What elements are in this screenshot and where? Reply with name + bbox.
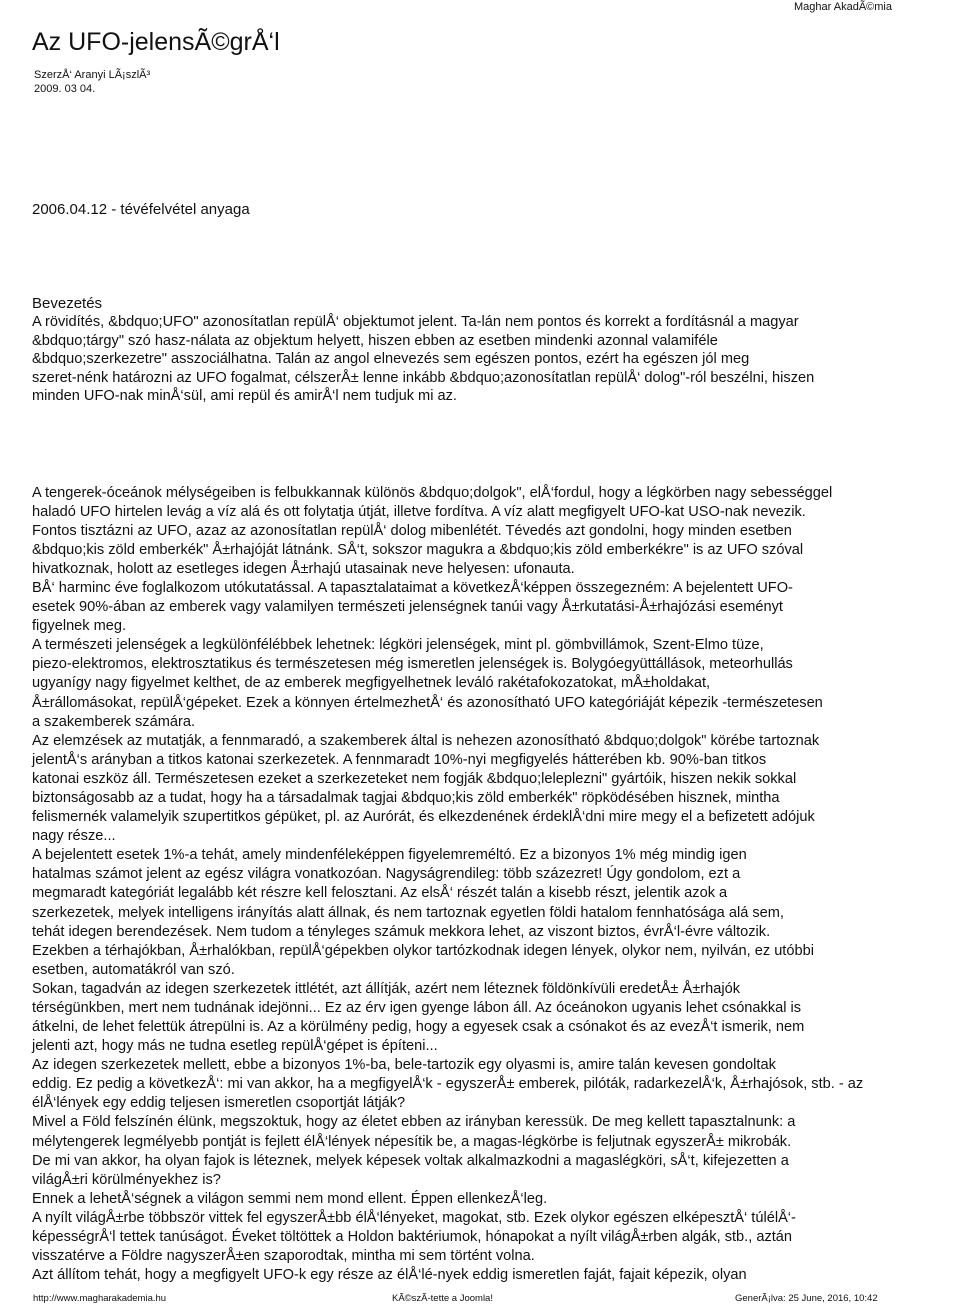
site-name: Maghar AkadÃ©mia bbox=[794, 1, 892, 13]
text-line: mélytengerek legmélyebb pontját is fejlett élÅ‘lények népesítik be, a magas-légkörbe is feljutnak egyszerÅ± mikrobák. bbox=[32, 1134, 792, 1150]
text-line: Mivel a Föld felszínén élünk, megszoktuk, hogy az életet ebben az irányban keressük. De meg kellett tapasztalnunk: a bbox=[32, 1114, 796, 1130]
text-line: A nyílt világÅ±rbe többször vittek fel egyszerÅ±bb élÅ‘lényeket, magokat, stb. Ezek olykor egészen elképesztÅ‘ túlélÅ‘- bbox=[32, 1210, 796, 1226]
text-line: tehát idegen berendezések. Nem tudom a tényleges számuk mekkora lehet, az viszont biztos, évrÅ‘l-évre változik. bbox=[32, 924, 771, 940]
publish-date: 2009. 03 04. bbox=[34, 83, 96, 95]
text-line: biztonságosabb az a tudat, hogy ha a társadalmak tagjai &bdquo;kis zöld emberkék" röpködésében hisznek, mintha bbox=[32, 790, 780, 806]
text-line: piezo-elektromos, elektrosztatikus és természetesen még ismeretlen jelenségek is. Bolygóegyüttállások, meteorhullás bbox=[32, 656, 793, 672]
text-line: képességrÅ‘l tettek tanúságot. Éveket töltöttek a Holdon baktériumok, hónapokat a nyílt világÅ±rben algák, stb., aztán bbox=[32, 1229, 793, 1245]
text-line: eddig. Ez pedig a következÅ‘: mi van akkor, ha a megfigyelÅ‘k - egyszerÅ± emberek, pilóták, radarkezelÅ‘k, Å±rhajósok, stb. - az bbox=[32, 1076, 864, 1092]
section-heading: Bevezetés bbox=[32, 295, 103, 312]
text-line: térségünkben, mert nem tudnának idejönni... Ez az érv igen gyenge lábon áll. Az óceánokon ugyanis lehet csónakkal is bbox=[32, 1000, 802, 1016]
text-line: minden UFO-nak minÅ‘sül, ami repül és amirÅ‘l nem tudjuk mi az. bbox=[32, 388, 457, 404]
text-line: a szakemberek számára. bbox=[32, 714, 196, 730]
text-line: A tengerek-óceánok mélységeiben is felbukkannak különös &bdquo;dolgok", elÅ‘fordul, hogy a légkörben nagy sebességgel bbox=[32, 485, 833, 501]
text-line: világÅ±ri körülményekhez is? bbox=[32, 1172, 221, 1188]
text-line: Ennek a lehetÅ‘ségnek a világon semmi nem mond ellent. Éppen ellenkezÅ‘leg. bbox=[32, 1191, 548, 1207]
text-line: felismernék valamelyik szupertitkos gépüket, pl. az Aurórát, és elkezdenének érdeklÅ‘dni mire megy el a befizetett adójuk bbox=[32, 809, 815, 825]
text-line: hivatkoznak, holott az esetleges idegen Å±rhajú utasainak neve helyesen: ufonauta. bbox=[32, 561, 575, 577]
text-line: &bdquo;szerkezetre" asszociálhatna. Talán az angol elnevezés sem egészen pontos, ezért ha egészen jól meg bbox=[32, 351, 750, 367]
text-line: A rövidítés, &bdquo;UFO" azonosítatlan repülÅ‘ objektumot jelent. Ta-lán nem pontos és korrekt a fordításnál a magyar bbox=[32, 314, 799, 330]
text-line: esetben, automatákról van szó. bbox=[32, 962, 235, 978]
text-line: nagy része... bbox=[32, 828, 116, 844]
text-line: haladó UFO hirtelen levág a víz alá és ott folytatja útját, illetve fordítva. A víz alatt megfigyelt UFO-kat USO-nak nevezik. bbox=[32, 504, 806, 520]
page-title: Az UFO-jelensÃ©grÅ‘l bbox=[32, 28, 280, 56]
footer-joomla-credit: KÃ©szÃ-tette a Joomla! bbox=[392, 1293, 493, 1304]
text-line: átkelni, de lehet felettük átrepülni is. Az a körülmény pedig, hogy a egyesek csak a csónakot és az evezÅ‘t ismerik, nem bbox=[32, 1019, 805, 1035]
text-line: jelentÅ‘s arányban a titkos katonai szerkezetek. A fennmaradt 10%-nyi megfigyelés hátterében kb. 90%-ban titkos bbox=[32, 752, 767, 768]
text-line: Fontos tisztázni az UFO, azaz az azonosítatlan repülÅ‘ dolog mibenlétét. Tévedés azt gondolni, hogy minden esetben bbox=[32, 523, 792, 539]
text-line: A bejelentett esetek 1%-a tehát, amely mindenféleképpen figyelemreméltó. Ez a bizonyos 1% még mindig igen bbox=[32, 847, 747, 863]
text-line: Sokan, tagadván az idegen szerkezetek ittlétét, azt állítják, azért nem léteznek földönkívüli eredetÅ± Å±rhajók bbox=[32, 981, 740, 997]
text-line: Ezekben a térhajókban, Å±rhalókban, repülÅ‘gépekben olykor tartózkodnak idegen lények, olykor nem, nyilván, ez utóbbi bbox=[32, 943, 814, 959]
author: SzerzÅ‘ Aranyi LÃ¡szlÃ³ bbox=[34, 69, 151, 81]
text-line: Az elemzések az mutatják, a fennmaradó, a szakemberek által is nehezen azonosítható &bdquo;dolgok" körébe tartoznak bbox=[32, 733, 820, 749]
text-line: szerkezetek, melyek intelligens irányítás alatt állnak, és nem tartoznak egyetlen földi hatalom fennhatósága alá sem, bbox=[32, 905, 784, 921]
text-line: BÅ‘ harminc éve foglalkozom utókutatással. A tapasztalataimat a következÅ‘képpen összegezném: A bejelentett UFO- bbox=[32, 580, 793, 596]
text-line: &bdquo;kis zöld emberkék" Å±rhajóját látnánk. SÅ‘t, sokszor magukra a &bdquo;kis zöld emberkékre" is az UFO szóval bbox=[32, 542, 804, 558]
text-line: esetek 90%-ában az emberek vagy valamilyen természeti jelenségnek tanúi vagy Å±rkutatási-Å±rhajózási eseményt bbox=[32, 599, 783, 615]
text-line: De mi van akkor, ha olyan fajok is léteznek, melyek képesek voltak alkalmazkodni a magaslégköri, sÅ‘t, kifejezetten a bbox=[32, 1153, 789, 1169]
text-line: élÅ‘lények egy eddig teljesen ismeretlen csoportját látják? bbox=[32, 1095, 406, 1111]
text-line: figyelnek meg. bbox=[32, 618, 127, 634]
text-line: katonai eszköz áll. Természetesen ezeket a szerkezeteket nem fogják &bdquo;leleplezni" gyártóik, hiszen nekik sokkal bbox=[32, 771, 797, 787]
text-line: A természeti jelenségek a legkülönfélébbek lehetnek: légköri jelenségek, mint pl. gömbvillámok, Szent-Elmo tüze, bbox=[32, 637, 764, 653]
text-line: Å±rállomásokat, repülÅ‘gépeket. Ezek a könnyen értelmezhetÅ‘ és azonosítható UFO kategóriáját képezik -természetesen bbox=[32, 695, 823, 711]
text-line: ugyanígy nagy figyelmet kelthet, de az emberek megfigyelhetnek leváló rakétafokozatokat, mÅ±holdakat, bbox=[32, 675, 711, 691]
footer-generated-date: GenerÃ¡lva: 25 June, 2016, 10:42 bbox=[735, 1293, 878, 1304]
article-subtitle: 2006.04.12 - tévéfelvétel anyaga bbox=[32, 201, 250, 218]
text-line: &bdquo;tárgy" szó hasz-nálata az objektum helyett, hiszen ebben az esetben mindenki azonnal valamiféle bbox=[32, 332, 718, 349]
text-line: hatalmas számot jelent az egész világra vonatkozóan. Nagyságrendileg: több százezret! Úgy gondolom, ezt a bbox=[32, 866, 741, 882]
text-line: Azt állítom tehát, hogy a megfigyelt UFO-k egy része az élÅ‘lé-nyek eddig ismeretlen faját, fajait képezik, olyan bbox=[32, 1267, 747, 1283]
text-line: szeret-nénk határozni az UFO fogalmat, célszerÅ± lenne inkább &bdquo;azonosítatlan repülÅ‘ dolog"-ról beszélni, hiszen bbox=[32, 369, 815, 386]
page-footer bbox=[0, 1291, 960, 1306]
article-meta bbox=[34, 68, 150, 96]
text-line: megmaradt kategóriát legalább két részre kell felosztani. Az elsÅ‘ részét talán a kisebb részt, jelentik azok a bbox=[32, 885, 728, 901]
text-line: Az idegen szerkezetek mellett, ebbe a bizonyos 1%-ba, bele-tartozik egy olyasmi is, amire talán kevesen gondoltak bbox=[32, 1057, 776, 1073]
footer-url-link[interactable]: http://www.magharakademia.hu bbox=[33, 1293, 167, 1304]
text-line: jelenti azt, hogy más ne tudna esetleg repülÅ‘gépet is építeni... bbox=[32, 1038, 438, 1054]
text-line: visszatérve a Földre nagyszerÅ±en szaporodtak, mintha mi sem történt volna. bbox=[32, 1248, 535, 1264]
